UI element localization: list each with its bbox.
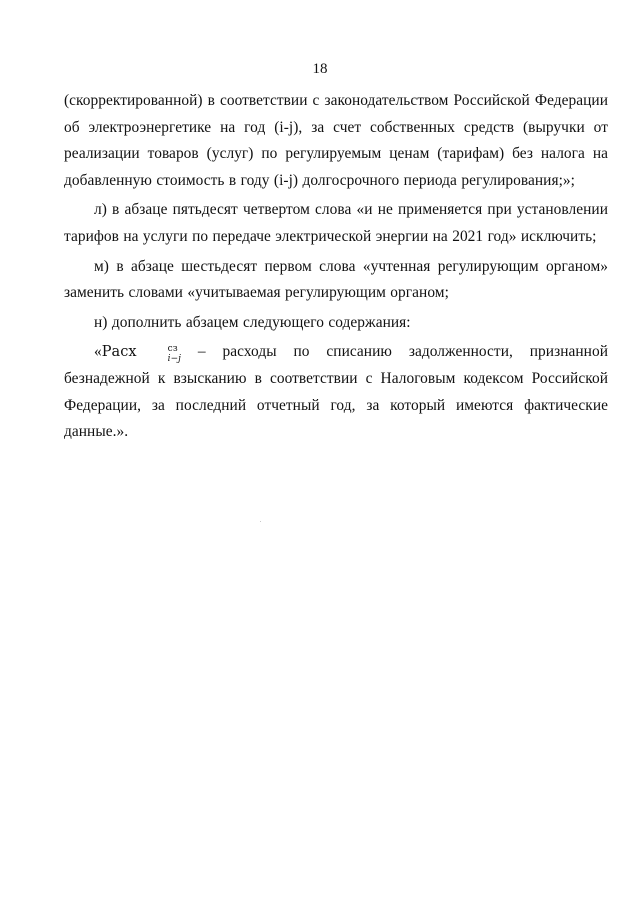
- opening-quote: «: [94, 343, 102, 361]
- formula-superscript: сз: [167, 344, 178, 355]
- formula-indices: [138, 345, 181, 364]
- scan-artifact-dot: [260, 521, 261, 522]
- paragraph-item-n: н) дополнить абзацем следующего содержания:: [94, 313, 411, 331]
- paragraph-item-l: л) в абзаце пятьдесят четвертом слова «и не применяется при установлении тарифов на услуги по передаче электрической энергии на 2021 год» исключить;: [64, 201, 608, 245]
- formula-subscript: i−j: [167, 354, 182, 365]
- page-number: 18: [312, 61, 328, 77]
- formula-symbol: [101, 344, 182, 365]
- paragraph-item-m: м) в абзаце шестьдесят первом слова «учтенная регулирующим органом» заменить словами «учитываемая регулирующим органом;: [64, 257, 608, 302]
- formula-definition-text: – расходы по списанию задолженности, признанной безнадежной к взысканию в соответствии с Налоговым кодексом Российской Федерации, за последний отчетный год, за который имеются фактические данные.».: [64, 343, 608, 441]
- document-body: [64, 88, 608, 449]
- paragraph-new-abzac-formula: [64, 339, 608, 445]
- paragraph-continued-formula-definition: (скорректированной) в соответствии с законодательством Российской Федерации об электроэнергетике на год (i-j), за счет собственных средств (выручки от реализации товаров (услуг) по регулируемым ценам (тарифам) без налога на добавленную стоимость в году (i-j) долгосрочного периода регулирования;»;: [64, 92, 608, 189]
- formula-symbol-base: Расх: [101, 344, 137, 361]
